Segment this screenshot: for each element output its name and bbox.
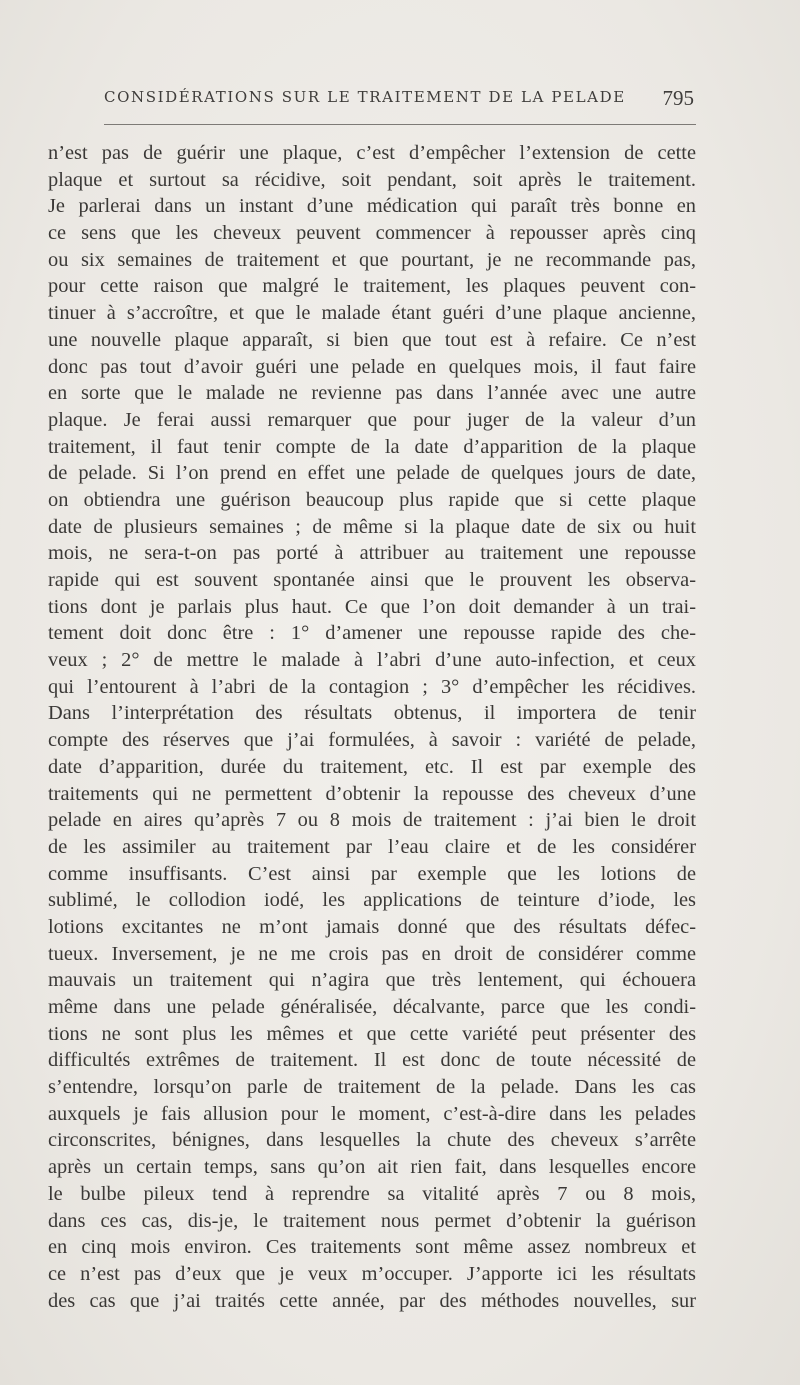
text-line: une nouvelle plaque apparaît, si bien que tout est à refaire. Ce n’est bbox=[48, 328, 696, 351]
text-line: pour cette raison que malgré le traitement, les plaques peuvent con- bbox=[48, 275, 696, 298]
text-line: tions dont je parlais plus haut. Ce que l’on doit demander à un trai- bbox=[48, 595, 696, 618]
text-line: Je parlerai dans un instant d’une médication qui paraît très bonne en bbox=[48, 195, 696, 218]
text-line: en cinq mois environ. Ces traitements sont même assez nombreux et bbox=[48, 1236, 696, 1259]
text-line: date de plusieurs semaines ; de même si la plaque date de six ou huit bbox=[48, 515, 696, 538]
text-line: plaque et surtout sa récidive, soit pendant, soit après le traitement. bbox=[48, 168, 696, 191]
text-line: après un certain temps, sans qu’on ait rien fait, dans lesquelles encore bbox=[48, 1156, 696, 1179]
header-rule bbox=[104, 124, 696, 125]
text-line: Dans l’interprétation des résultats obtenus, il importera de tenir bbox=[48, 702, 696, 725]
text-line: ce n’est pas d’eux que je veux m’occuper. J’apporte ici les résultats bbox=[48, 1262, 696, 1285]
text-line: tions ne sont plus les mêmes et que cette variété peut présenter des bbox=[48, 1022, 696, 1045]
running-title: CONSIDÉRATIONS SUR LE TRAITEMENT DE LA PELADE bbox=[104, 88, 626, 106]
text-line: de les assimiler au traitement par l’eau claire et de les considérer bbox=[48, 835, 696, 858]
text-line: traitement, il faut tenir compte de la date d’apparition de la plaque bbox=[48, 435, 696, 458]
text-line: circonscrites, bénignes, dans lesquelles la chute des cheveux s’arrête bbox=[48, 1129, 696, 1152]
text-line: plaque. Je ferai aussi remarquer que pour juger de la valeur d’un bbox=[48, 408, 696, 431]
text-line: rapide qui est souvent spontanée ainsi que le prouvent les observa- bbox=[48, 569, 696, 591]
running-head bbox=[104, 86, 694, 110]
text-line: difficultés extrêmes de traitement. Il est donc de toute nécessité de bbox=[48, 1049, 696, 1072]
text-line: tinuer à s’accroître, et que le malade étant guéri d’une plaque ancienne, bbox=[48, 302, 696, 325]
text-line: lotions excitantes ne m’ont jamais donné que des résultats défec- bbox=[48, 915, 696, 938]
text-line: dans ces cas, dis-je, le traitement nous permet d’obtenir la guérison bbox=[48, 1209, 696, 1232]
text-line: traitements qui ne permettent d’obtenir la repousse des cheveux d’une bbox=[48, 782, 696, 805]
text-line: des cas que j’ai traités cette année, par des méthodes nouvelles, sur bbox=[48, 1289, 696, 1312]
text-line: compte des réserves que j’ai formulées, à savoir : variété de pelade, bbox=[48, 729, 696, 752]
text-line: le bulbe pileux tend à reprendre sa vitalité après 7 ou 8 mois, bbox=[48, 1182, 696, 1205]
text-line: veux ; 2° de mettre le malade à l’abri d’une auto-infection, et ceux bbox=[48, 649, 696, 672]
text-line: qui l’entourent à l’abri de la contagion ; 3° d’empêcher les récidives. bbox=[48, 675, 696, 698]
text-line: auxquels je fais allusion pour le moment, c’est-à-dire dans les pelades bbox=[48, 1102, 696, 1125]
text-line: même dans une pelade généralisée, décalvante, parce que les condi- bbox=[48, 996, 696, 1018]
text-line: pelade en aires qu’après 7 ou 8 mois de traitement : j’ai bien le droit bbox=[48, 809, 696, 832]
text-line: n’est pas de guérir une plaque, c’est d’empêcher l’extension de cette bbox=[48, 142, 696, 164]
text-line: s’entendre, lorsqu’on parle de traitement de la pelade. Dans les cas bbox=[48, 1076, 696, 1099]
body-text bbox=[48, 140, 696, 1314]
page-number: 795 bbox=[662, 86, 694, 110]
text-line: date d’apparition, durée du traitement, etc. Il est par exemple des bbox=[48, 755, 696, 778]
text-line: ce sens que les cheveux peuvent commencer à repousser après cinq bbox=[48, 222, 696, 245]
text-line: mauvais un traitement qui n’agira que très lentement, qui échouera bbox=[48, 969, 696, 992]
text-line: on obtiendra une guérison beaucoup plus rapide que si cette plaque bbox=[48, 488, 696, 511]
text-line: ou six semaines de traitement et que pourtant, je ne recommande pas, bbox=[48, 248, 696, 271]
text-line: comme insuffisants. C’est ainsi par exemple que les lotions de bbox=[48, 862, 696, 885]
text-line: sublimé, le collodion iodé, les applications de teinture d’iode, les bbox=[48, 889, 696, 912]
text-line: tement doit donc être : 1° d’amener une repousse rapide des che- bbox=[48, 622, 696, 645]
text-line: mois, ne sera-t-on pas porté à attribuer au traitement une repousse bbox=[48, 542, 696, 565]
text-line: de pelade. Si l’on prend en effet une pelade de quelques jours de date, bbox=[48, 462, 696, 485]
text-line: en sorte que le malade ne revienne pas dans l’année avec une autre bbox=[48, 382, 696, 405]
text-line: donc pas tout d’avoir guéri une pelade en quelques mois, il faut faire bbox=[48, 355, 696, 378]
text-line: tueux. Inversement, je ne me crois pas en droit de considérer comme bbox=[48, 942, 696, 965]
